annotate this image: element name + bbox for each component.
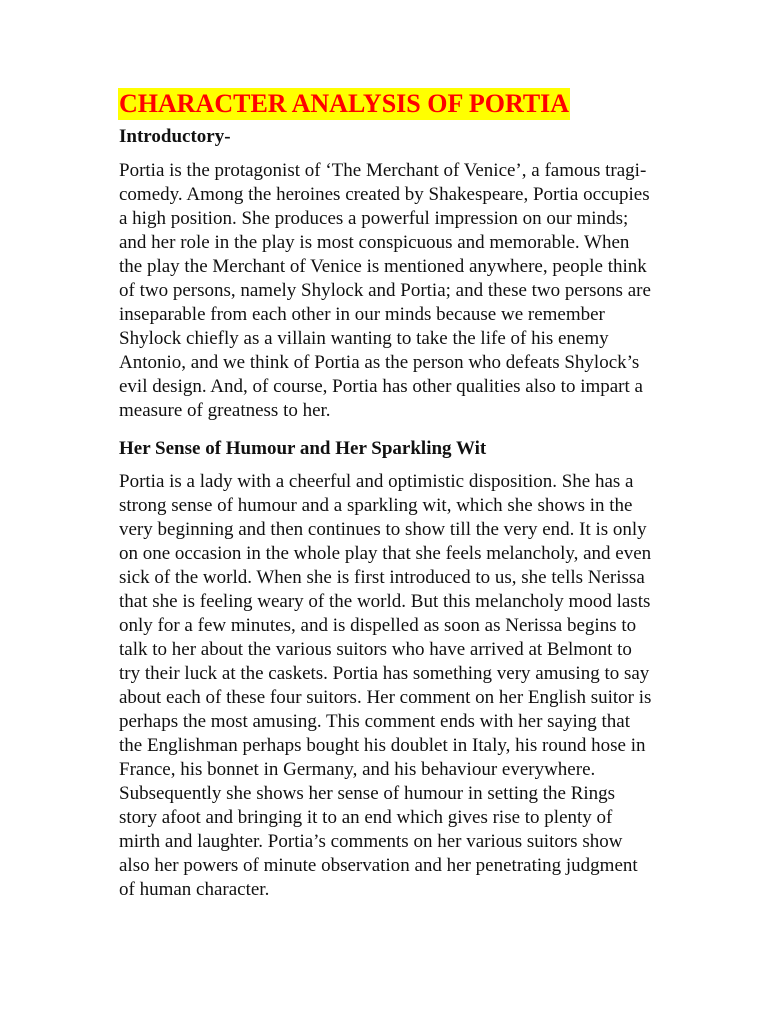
text-line: Antonio, and we think of Portia as the person who defeats Shylock’s	[119, 352, 640, 373]
section-heading-introductory: Introductory-	[119, 126, 231, 147]
text-line: about each of these four suitors. Her comment on her English suitor is	[119, 687, 652, 708]
text-line: only for a few minutes, and is dispelled as soon as Nerissa begins to	[119, 615, 637, 636]
text-line: story afoot and bringing it to an end which gives rise to plenty of	[119, 807, 613, 828]
text-line: measure of greatness to her.	[119, 400, 331, 421]
text-line: Subsequently she shows her sense of humour in setting the Rings	[119, 783, 616, 804]
text-line: inseparable from each other in our minds because we remember	[119, 304, 605, 325]
text-line: comedy. Among the heroines created by Shakespeare, Portia occupies	[119, 184, 650, 205]
text-line: a high position. She produces a powerful impression on our minds;	[119, 208, 629, 229]
text-line: talk to her about the various suitors who have arrived at Belmont to	[119, 639, 632, 660]
text-line: the play the Merchant of Venice is mentioned anywhere, people think	[119, 256, 647, 277]
text-line: Shylock chiefly as a villain wanting to take the life of his enemy	[119, 328, 609, 349]
text-line: of two persons, namely Shylock and Portia; and these two persons are	[119, 280, 651, 301]
text-line: and her role in the play is most conspicuous and memorable. When	[119, 232, 630, 253]
text-line: strong sense of humour and a sparkling wit, which she shows in the	[119, 495, 633, 516]
text-line: the Englishman perhaps bought his doublet in Italy, his round hose in	[119, 735, 646, 756]
text-line: also her powers of minute observation and her penetrating judgment	[119, 855, 638, 876]
text-line: Portia is the protagonist of ‘The Merchant of Venice’, a famous tragi-	[119, 160, 647, 181]
text-line: on one occasion in the whole play that she feels melancholy, and even	[119, 543, 652, 564]
text-line: sick of the world. When she is first introduced to us, she tells Nerissa	[119, 567, 645, 588]
section-heading-humour: Her Sense of Humour and Her Sparkling Wit	[119, 438, 487, 459]
text-line: mirth and laughter. Portia’s comments on her various suitors show	[119, 831, 623, 852]
text-line: France, his bonnet in Germany, and his behaviour everywhere.	[119, 759, 596, 780]
text-line: that she is feeling weary of the world. But this melancholy mood lasts	[119, 591, 651, 612]
paragraph-introductory	[119, 159, 679, 423]
text-line: evil design. And, of course, Portia has other qualities also to impart a	[119, 376, 643, 397]
document-title: CHARACTER ANALYSIS OF PORTIA	[119, 89, 570, 118]
text-line: of human character.	[119, 879, 270, 900]
title-container	[118, 88, 570, 122]
text-line: try their luck at the caskets. Portia has something very amusing to say	[119, 663, 650, 684]
text-line: very beginning and then continues to show till the very end. It is only	[119, 519, 647, 540]
text-line: perhaps the most amusing. This comment ends with her saying that	[119, 711, 630, 732]
text-line: Portia is a lady with a cheerful and optimistic disposition. She has a	[119, 471, 634, 492]
paragraph-humour	[119, 470, 679, 902]
